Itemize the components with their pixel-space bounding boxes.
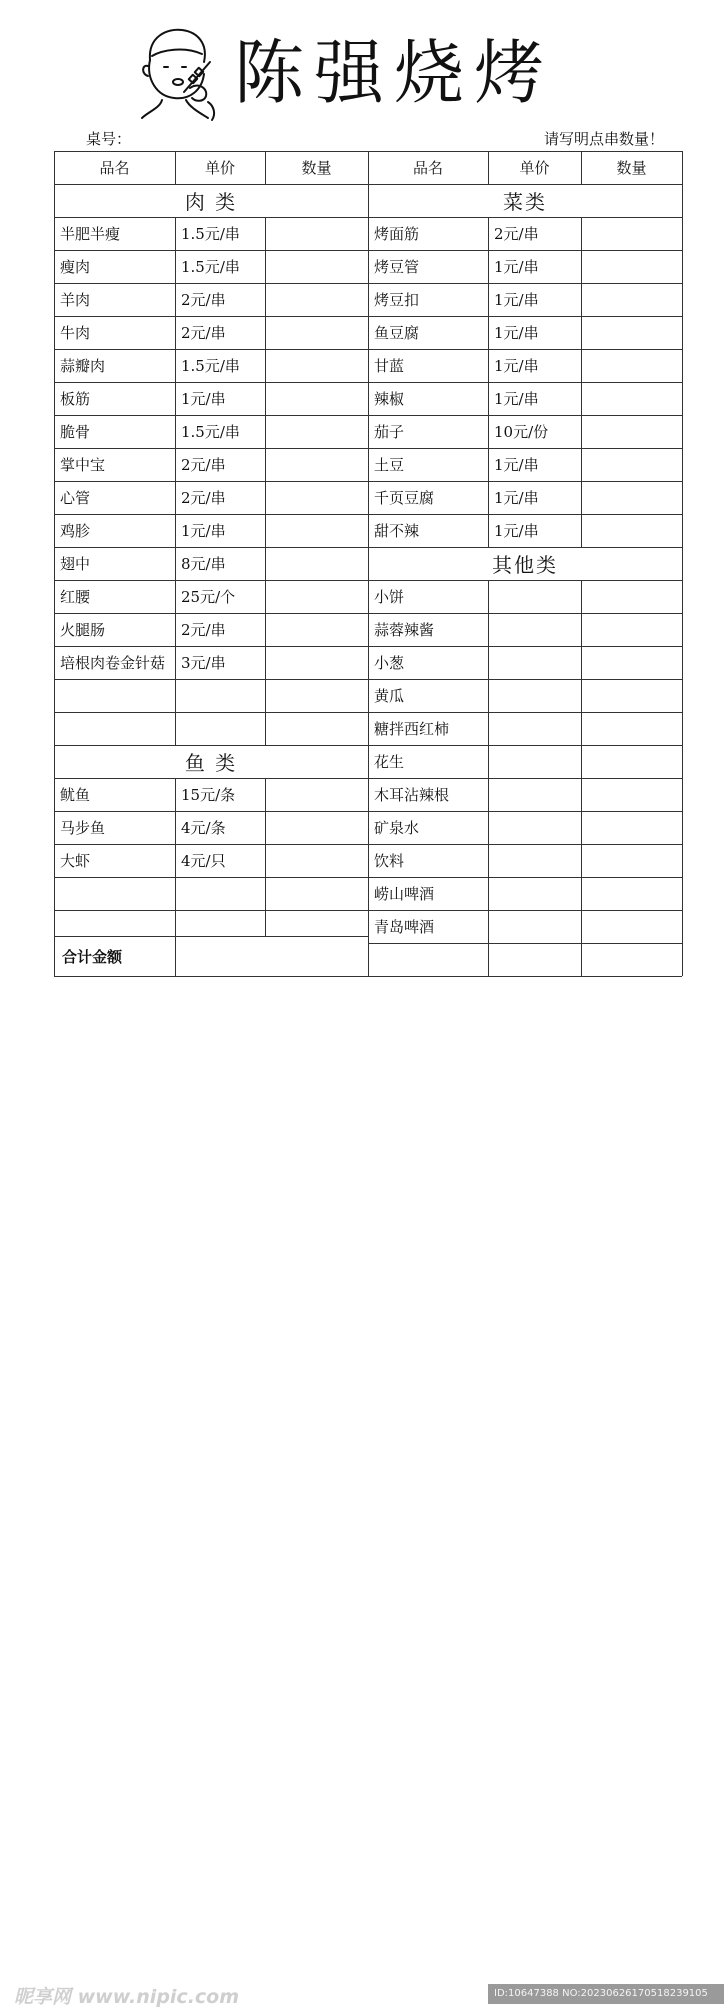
item-name: 蒜蓉辣酱 — [374, 621, 435, 639]
quantity-input[interactable] — [265, 547, 368, 580]
item-price: 1元/串 — [494, 357, 539, 375]
item-name: 鱼豆腐 — [374, 324, 420, 342]
column-divider — [488, 580, 489, 976]
column-header-name: 品名 — [412, 159, 443, 177]
item-price: 1.5元/串 — [181, 423, 240, 441]
quantity-input[interactable] — [581, 283, 682, 316]
column-divider — [175, 217, 176, 745]
column-divider — [265, 778, 266, 936]
quantity-input[interactable] — [265, 877, 368, 910]
item-name: 蒜瓣肉 — [60, 357, 106, 375]
item-price: 1元/串 — [494, 291, 539, 309]
column-header-qty: 数量 — [301, 159, 332, 177]
item-name: 崂山啤酒 — [374, 885, 435, 903]
quantity-input[interactable] — [265, 844, 368, 877]
item-price: 1元/串 — [494, 390, 539, 408]
item-price: 1元/串 — [494, 522, 539, 540]
quantity-input[interactable] — [581, 877, 682, 910]
quantity-input[interactable] — [581, 448, 682, 481]
item-price: 10元/份 — [494, 423, 549, 441]
quantity-input[interactable] — [265, 349, 368, 382]
item-price: 4元/条 — [181, 819, 226, 837]
column-divider — [581, 217, 582, 547]
item-price: 2元/串 — [181, 291, 226, 309]
item-name: 小饼 — [374, 588, 405, 606]
item-name: 板筋 — [60, 390, 91, 408]
column-header-name: 品名 — [99, 159, 130, 177]
quantity-input[interactable] — [265, 679, 368, 712]
item-price: 25元/个 — [181, 588, 236, 606]
item-name: 红腰 — [60, 588, 91, 606]
quantity-input[interactable] — [581, 580, 682, 613]
item-name: 饮料 — [374, 852, 405, 870]
quantity-input[interactable] — [581, 811, 682, 844]
item-price — [488, 646, 581, 679]
item-price: 1.5元/串 — [181, 225, 240, 243]
quantity-input[interactable] — [265, 448, 368, 481]
quantity-input[interactable] — [265, 481, 368, 514]
quantity-input[interactable] — [581, 778, 682, 811]
column-divider — [488, 151, 489, 184]
quantity-input[interactable] — [581, 745, 682, 778]
item-price — [488, 613, 581, 646]
quantity-input[interactable] — [265, 712, 368, 745]
item-name: 掌中宝 — [60, 456, 106, 474]
item-price: 1元/串 — [181, 390, 226, 408]
item-name: 黄瓜 — [374, 687, 405, 705]
quantity-input[interactable] — [581, 481, 682, 514]
item-price: 2元/串 — [181, 456, 226, 474]
quantity-input[interactable] — [265, 910, 368, 936]
quantity-input[interactable] — [265, 415, 368, 448]
item-price: 2元/串 — [181, 324, 226, 342]
item-name: 鱿鱼 — [60, 786, 91, 804]
item-price — [488, 811, 581, 844]
quantity-input[interactable] — [581, 415, 682, 448]
restaurant-title: 陈强烧烤 — [234, 32, 554, 114]
item-price: 1元/串 — [494, 324, 539, 342]
item-price — [488, 679, 581, 712]
column-header-qty: 数量 — [616, 159, 647, 177]
section-title-meat: 肉 类 — [184, 190, 238, 214]
column-divider — [581, 580, 582, 976]
item-price: 1元/串 — [494, 489, 539, 507]
item-name: 烤面筋 — [374, 225, 420, 243]
image-id-bar: ID:10647388 NO:20230626170518239105 — [488, 1984, 724, 2004]
item-name: 心管 — [60, 489, 91, 507]
quantity-input[interactable] — [581, 844, 682, 877]
item-price — [488, 712, 581, 745]
item-price: 2元/串 — [181, 489, 226, 507]
quantity-input[interactable] — [265, 580, 368, 613]
column-header-price: 单价 — [204, 159, 235, 177]
quantity-input[interactable] — [581, 712, 682, 745]
quantity-input[interactable] — [265, 778, 368, 811]
quantity-input[interactable] — [581, 514, 682, 547]
quantity-input[interactable] — [581, 613, 682, 646]
item-price: 1.5元/串 — [181, 258, 240, 276]
item-price: 3元/串 — [181, 654, 226, 672]
total-amount-input[interactable] — [175, 936, 368, 976]
item-name: 羊肉 — [60, 291, 91, 309]
item-price: 1元/串 — [494, 258, 539, 276]
quantity-input[interactable] — [265, 250, 368, 283]
quantity-input[interactable] — [265, 811, 368, 844]
quantity-input[interactable] — [581, 349, 682, 382]
column-divider — [581, 151, 582, 184]
item-name: 茄子 — [374, 423, 405, 441]
item-name: 花生 — [374, 753, 405, 771]
item-name: 矿泉水 — [374, 819, 420, 837]
item-price: 8元/串 — [181, 555, 226, 573]
item-name: 青岛啤酒 — [374, 918, 435, 936]
item-name: 翅中 — [60, 555, 91, 573]
item-price — [488, 778, 581, 811]
item-price — [488, 910, 581, 943]
item-name: 火腿肠 — [60, 621, 106, 639]
item-name: 烤豆扣 — [374, 291, 420, 309]
item-price: 1元/串 — [494, 456, 539, 474]
item-name: 马步鱼 — [60, 819, 106, 837]
item-name: 辣椒 — [374, 390, 405, 408]
item-price: 2元/串 — [494, 225, 539, 243]
column-divider — [265, 151, 266, 184]
order-note: 请写明点串数量！ — [543, 130, 664, 148]
item-price: 1.5元/串 — [181, 357, 240, 375]
item-price — [488, 580, 581, 613]
column-header-price: 单价 — [519, 159, 550, 177]
item-name: 甘蓝 — [374, 357, 405, 375]
item-name: 土豆 — [374, 456, 405, 474]
item-name: 大虾 — [60, 852, 91, 870]
quantity-input[interactable] — [265, 217, 368, 250]
item-name: 半肥半瘦 — [60, 225, 121, 243]
quantity-input[interactable] — [581, 250, 682, 283]
item-price: 15元/条 — [181, 786, 236, 804]
quantity-input[interactable] — [265, 613, 368, 646]
quantity-input[interactable] — [581, 679, 682, 712]
item-price: 2元/串 — [181, 621, 226, 639]
item-price — [488, 877, 581, 910]
item-name: 木耳沾辣根 — [374, 786, 450, 804]
blank-row — [368, 943, 682, 976]
quantity-input[interactable] — [581, 646, 682, 679]
quantity-input[interactable] — [265, 283, 368, 316]
order-form-table — [54, 151, 682, 976]
column-divider — [175, 151, 176, 184]
quantity-input[interactable] — [265, 382, 368, 415]
item-name: 脆骨 — [60, 423, 91, 441]
item-price: 4元/只 — [181, 852, 226, 870]
section-title-vegetables: 菜类 — [503, 190, 547, 214]
section-title-other: 其他类 — [492, 553, 558, 577]
watermark: 昵享网 www.nipic.com — [14, 1986, 240, 2008]
item-price: 1元/串 — [181, 522, 226, 540]
item-name: 小葱 — [374, 654, 405, 672]
column-divider — [488, 217, 489, 547]
quantity-input[interactable] — [265, 514, 368, 547]
item-name: 糖拌西红柿 — [374, 720, 450, 738]
item-name: 瘦肉 — [60, 258, 91, 276]
quantity-input[interactable] — [265, 316, 368, 349]
item-name: 鸡胗 — [60, 522, 91, 540]
quantity-input[interactable] — [581, 316, 682, 349]
item-price — [488, 844, 581, 877]
item-name: 培根肉卷金针菇 — [60, 654, 166, 672]
item-name: 千页豆腐 — [374, 489, 435, 507]
item-name: 烤豆管 — [374, 258, 420, 276]
logo-boy-eating-skewer — [138, 22, 220, 122]
item-name: 甜不辣 — [374, 522, 420, 540]
quantity-input[interactable] — [581, 217, 682, 250]
item-price — [488, 745, 581, 778]
quantity-input[interactable] — [581, 382, 682, 415]
item-name: 牛肉 — [60, 324, 91, 342]
quantity-input[interactable] — [265, 646, 368, 679]
section-title-fish: 鱼 类 — [184, 751, 238, 775]
footer-strip — [0, 990, 724, 2008]
table-number-label: 桌号： — [86, 130, 132, 148]
column-divider — [265, 217, 266, 745]
total-amount-label: 合计金额 — [62, 947, 123, 966]
quantity-input[interactable] — [581, 910, 682, 943]
